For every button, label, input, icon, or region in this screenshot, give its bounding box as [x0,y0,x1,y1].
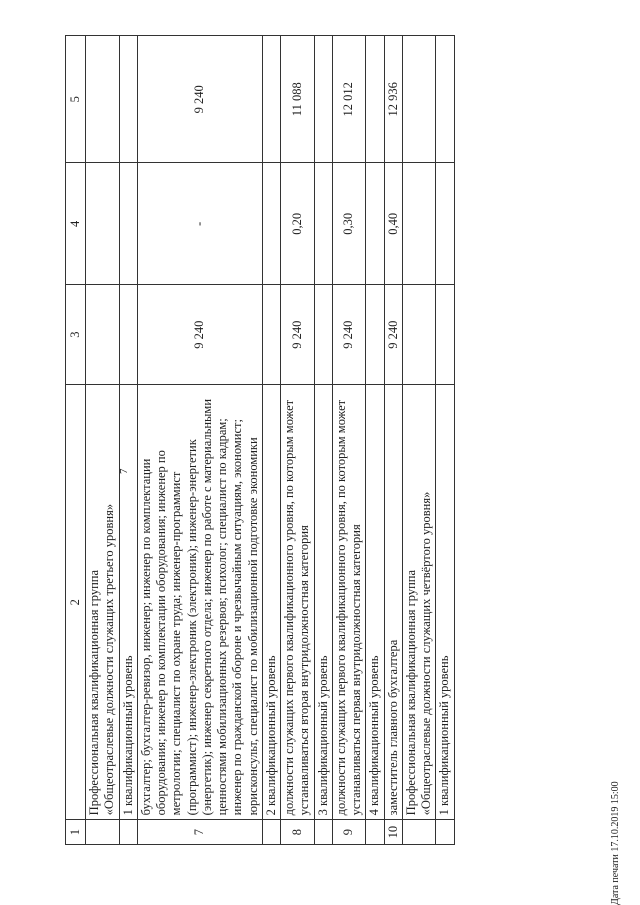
level3-row [314,36,332,845]
header-cell-1: 1 [66,820,86,845]
level1-row [119,36,137,845]
salary-table [65,35,455,845]
row-positions: должности служащих первого квалификационного уровня, по которым может устанавливаться первая внутридолжностная категория [332,385,366,820]
group4-title-row [402,36,436,845]
table-row-8 [281,36,315,845]
header-cell-4: 4 [66,163,86,285]
row-number: 8 [281,820,315,845]
level4-row [366,36,384,845]
level1b-label: 1 квалификационный уровень [436,385,454,820]
salary-total: 9 240 [137,36,262,164]
group3-title-row [86,36,120,845]
level4-label: 4 квалификационный уровень [366,385,384,820]
table-row-9 [332,36,366,845]
header-cell-3: 3 [66,285,86,385]
group3-title: Профессиональная квалификационная группа «Общеотраслевые должности служащих третьего уровня» [86,385,120,820]
row-positions: бухгалтер; бухгалтер-ревизор, инженер; инженер по комплектации оборудования; инженер по комплектации оборудования; инженер по метрологии; специалист по охране труда; инженер-программист (программист); инженер-электроник (электроник); инженер-энергетик (энергетик); инженер секретного отдела; инженер по работе с материальными ценностями мобилизационных резервов; психолог; специалист по кадрам; инженер по гражданской обороне и чрезвычайным ситуациям, экономист; юрисконсульт, специалист по мобилизационной подготовке экономики [137,385,262,820]
level1-label: 1 квалификационный уровень [119,385,137,820]
salary-total: 12 012 [332,36,366,164]
level3-label: 3 квалификационный уровень [314,385,332,820]
table-header-row [66,36,86,845]
row-number: 7 [137,820,262,845]
row-number: 10 [384,820,402,845]
salary-total: 11 088 [281,36,315,164]
print-date-footer: Дата печати 17.10.2019 15:00 [610,781,621,905]
base-salary: 9 240 [332,285,366,385]
page-number: 7 [118,468,130,474]
base-salary: 9 240 [281,285,315,385]
base-salary: 9 240 [137,285,262,385]
header-cell-2: 2 [66,385,86,820]
group4-title: Профессиональная квалификационная группа «Общеотраслевые должности служащих четвёртого уровня» [402,385,436,820]
header-cell-5: 5 [66,36,86,164]
coefficient: 0,40 [384,163,402,285]
level2-row [262,36,280,845]
salary-total: 12 936 [384,36,402,164]
table-row-10 [384,36,402,845]
row-number: 9 [332,820,366,845]
level1b-row [436,36,454,845]
base-salary: 9 240 [384,285,402,385]
row-positions: должности служащих первого квалификационного уровня, по которым может устанавливаться вторая внутридолжностная категория [281,385,315,820]
coefficient: 0,20 [281,163,315,285]
coefficient: 0,30 [332,163,366,285]
row-positions: заместитель главного бухгалтера [384,385,402,820]
level2-label: 2 квалификационный уровень [262,385,280,820]
coefficient: - [137,163,262,285]
table-row-7 [137,36,262,845]
